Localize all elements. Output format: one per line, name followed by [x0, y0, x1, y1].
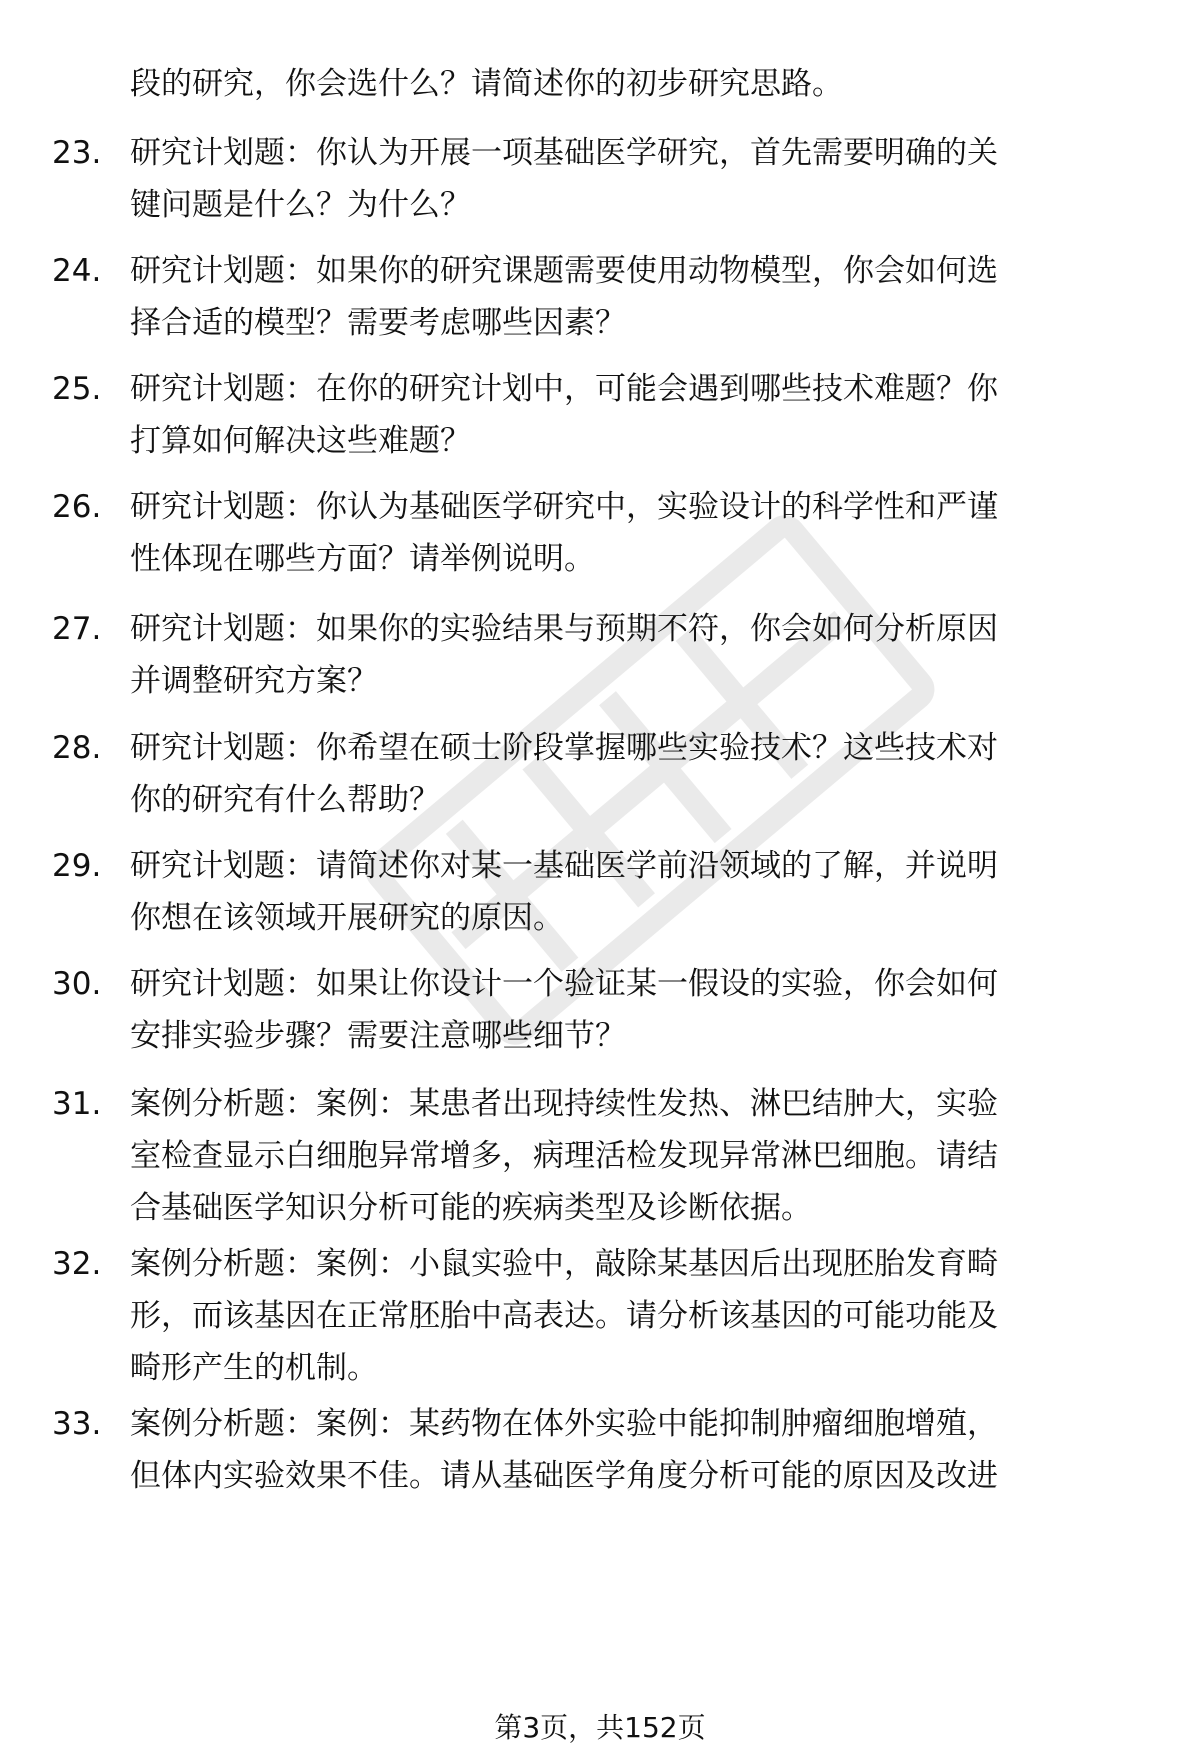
question-text-line: 性体现在哪些方面？请举例说明。 [130, 541, 595, 577]
continuation-text: 段的研究，你会选什么？请简述你的初步研究思路。 [130, 66, 843, 102]
question-text [130, 481, 1140, 585]
question-number: 31. [52, 1086, 102, 1122]
question-number: 25. [52, 371, 102, 407]
question-number: 24. [52, 253, 102, 289]
question-text [130, 722, 1140, 826]
question-text-line: 择合适的模型？需要考虑哪些因素？ [130, 305, 626, 341]
question-number: 30. [52, 966, 102, 1002]
question-text-line: 打算如何解决这些难题？ [130, 423, 471, 459]
question-text-line: 安排实验步骤？需要注意哪些细节？ [130, 1018, 626, 1054]
question-number: 28. [52, 730, 102, 766]
question-number: 26. [52, 489, 102, 525]
question-text [130, 603, 1140, 707]
question-text-line: 研究计划题：你希望在硕士阶段掌握哪些实验技术？这些技术对 [130, 730, 998, 766]
question-text-line: 形，而该基因在正常胚胎中高表达。请分析该基因的可能功能及 [130, 1298, 998, 1334]
question-text-line: 研究计划题：如果你的研究课题需要使用动物模型，你会如何选 [130, 253, 998, 289]
question-text-line: 案例分析题：案例：小鼠实验中，敲除某基因后出现胚胎发育畸 [130, 1246, 998, 1282]
question-text-line: 室检查显示白细胞异常增多，病理活检发现异常淋巴细胞。请结 [130, 1138, 998, 1174]
question-text-line: 研究计划题：在你的研究计划中，可能会遇到哪些技术难题？你 [130, 371, 998, 407]
question-text-line: 键问题是什么？为什么？ [130, 187, 471, 223]
question-text [130, 245, 1140, 349]
question-text-line: 但体内实验效果不佳。请从基础医学角度分析可能的原因及改进 [130, 1458, 998, 1494]
question-text [130, 840, 1140, 944]
question-number: 29. [52, 848, 102, 884]
question-number: 23. [52, 135, 102, 171]
question-text-line: 案例分析题：案例：某患者出现持续性发热、淋巴结肿大，实验 [130, 1086, 998, 1122]
question-text-line: 案例分析题：案例：某药物在体外实验中能抑制肿瘤细胞增殖， [130, 1406, 998, 1442]
question-text-line: 研究计划题：如果你的实验结果与预期不符，你会如何分析原因 [130, 611, 998, 647]
question-text-line: 研究计划题：如果让你设计一个验证某一假设的实验，你会如何 [130, 966, 998, 1002]
page-footer: 第3页，共152页 [494, 1711, 706, 1744]
question-text-line: 畸形产生的机制。 [130, 1350, 378, 1386]
question-text-line: 研究计划题：你认为基础医学研究中，实验设计的科学性和严谨 [130, 489, 998, 525]
question-text [130, 1398, 1140, 1502]
question-number: 32. [52, 1246, 102, 1282]
question-text-line: 并调整研究方案？ [130, 663, 378, 699]
question-text-line: 研究计划题：你认为开展一项基础医学研究，首先需要明确的关 [130, 135, 998, 171]
question-text-line: 研究计划题：请简述你对某一基础医学前沿领域的了解，并说明 [130, 848, 998, 884]
question-text [130, 1238, 1140, 1394]
question-text-line: 你的研究有什么帮助？ [130, 782, 440, 818]
question-text [130, 363, 1140, 467]
question-number: 33. [52, 1406, 102, 1442]
question-text [130, 1078, 1140, 1234]
question-text [130, 958, 1140, 1062]
question-text-line: 合基础医学知识分析可能的疾病类型及诊断依据。 [130, 1190, 812, 1226]
question-text-line: 你想在该领域开展研究的原因。 [130, 900, 564, 936]
question-number: 27. [52, 611, 102, 647]
question-text [130, 127, 1140, 231]
